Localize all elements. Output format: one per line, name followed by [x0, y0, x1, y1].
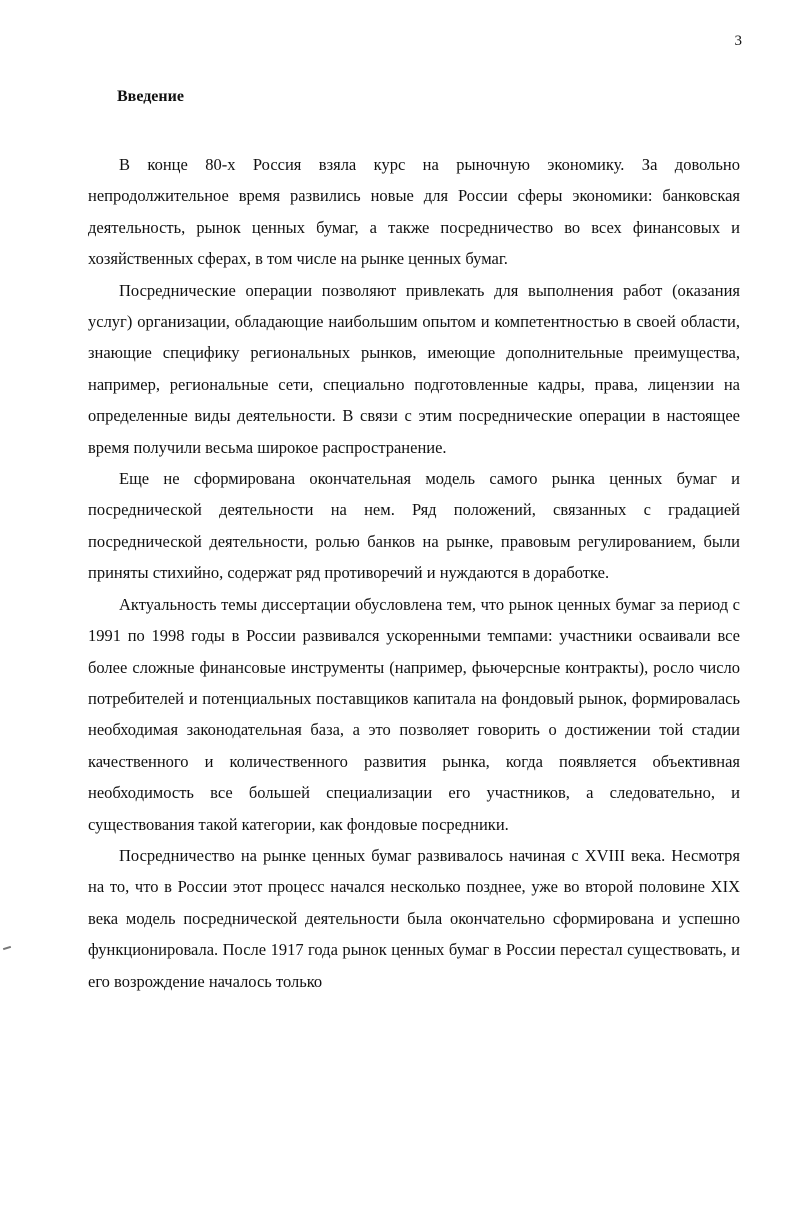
- page-number: 3: [734, 33, 742, 49]
- document-body: [88, 149, 740, 997]
- paragraph-3: Еще не сформирована окончательная модель самого рынка ценных бумаг и посреднической деятельности на нем. Ряд положений, связанных с градацией посреднической деятельности, ролью банков на рынке, правовым регулированием, были приняты стихийно, содержат ряд противоречий и нуждаются в доработке.: [88, 469, 740, 583]
- scan-mark: [3, 946, 11, 950]
- paragraph-4: Актуальность темы диссертации обусловлена тем, что рынок ценных бумаг за период с 1991 по 1998 годы в России развивался ускоренными темпами: участники осваивали все более сложные финансовые инструменты (например, фьючерсные контракты), росло число потребителей и потенциальных поставщиков капитала на фондовый рынок, формировалась необходимая законодательная база, а это позволяет говорить о достижении той стадии качественного и количественного развития рынка, когда появляется объективная необходимость все большей специализации его участников, а следовательно, и существования такой категории, как фондовые посредники.: [88, 594, 740, 834]
- paragraph-2: Посреднические операции позволяют привлекать для выполнения работ (оказания услуг) организации, обладающие наибольшим опытом и компетентностью в своей области, знающие специфику региональных рынков, имеющие дополнительные преимущества, например, региональные сети, специально подготовленные кадры, права, лицензии на определенные виды деятельности. В связи с этим посреднические операции в настоящее время получили весьма широкое распространение.: [88, 280, 740, 457]
- paragraph-1: В конце 80-х Россия взяла курс на рыночную экономику. За довольно непродолжительное время развились новые для России сферы экономики: банковская деятельность, рынок ценных бумаг, а также посредничество во всех финансовых и хозяйственных сферах, в том числе на рынке ценных бумаг.: [88, 155, 740, 269]
- paragraph-5: Посредничество на рынке ценных бумаг развивалось начиная с XVIII века. Несмотря на то, что в России этот процесс начался несколько позднее, уже во второй половине XIX века модель посреднической деятельности была окончательно сформирована и успешно функционировала. После 1917 года рынок ценных бумаг в России перестал существовать, и его возрождение началось только: [88, 845, 740, 991]
- section-heading: Введение: [117, 88, 184, 105]
